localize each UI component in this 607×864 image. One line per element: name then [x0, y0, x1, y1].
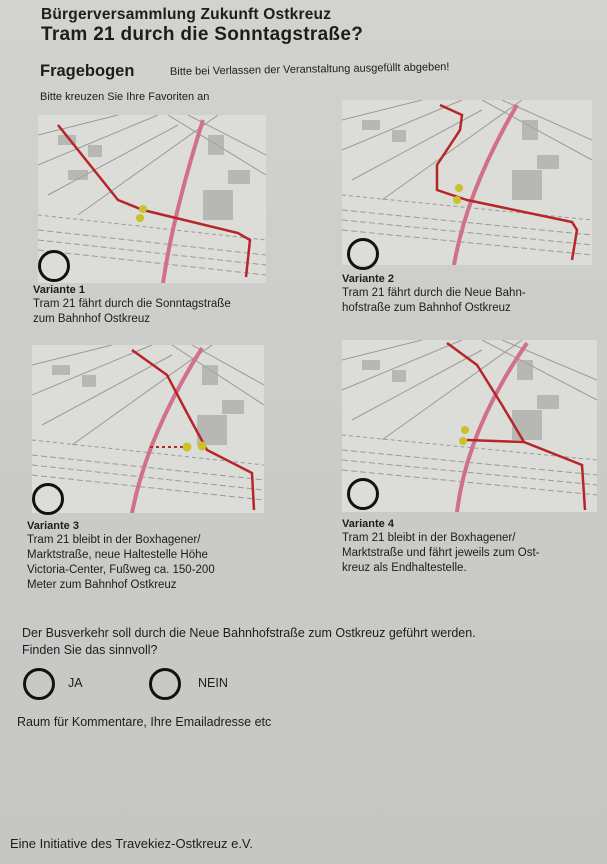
variant-2-label: Variante 2 — [342, 273, 394, 285]
variant-3-line-1: Tram 21 bleibt in der Boxhagener/ — [27, 534, 201, 546]
yes-checkbox[interactable] — [23, 668, 55, 700]
instruction-text: Bitte kreuzen Sie Ihre Favoriten an — [40, 91, 210, 103]
variant-2-line-2: hofstraße zum Bahnhof Ostkreuz — [342, 302, 511, 314]
form-title: Fragebogen — [40, 62, 135, 80]
question-title: Tram 21 durch die Sonntagstraße? — [41, 24, 364, 45]
bus-question-line-2: Finden Sie das sinnvoll? — [22, 643, 158, 657]
comments-area[interactable] — [15, 735, 585, 825]
variant-3-label: Variante 3 — [27, 520, 79, 532]
variant-3-map — [32, 345, 264, 513]
variant-1-checkbox[interactable] — [38, 250, 70, 282]
variant-2-map — [342, 100, 592, 265]
variant-4-checkbox[interactable] — [347, 478, 379, 510]
variant-1-map — [38, 115, 266, 283]
no-label: NEIN — [198, 676, 228, 690]
variant-4-description — [342, 531, 539, 576]
variant-4-line-3: kreuz als Endhaltestelle. — [342, 562, 467, 574]
event-title: Bürgerversammlung Zukunft Ostkreuz — [41, 6, 332, 23]
variant-2-line-1: Tram 21 fährt durch die Neue Bahn- — [342, 287, 526, 299]
comments-label: Raum für Kommentare, Ihre Emailadresse etc — [17, 715, 272, 729]
variant-4-map — [342, 340, 597, 512]
variant-3-line-2: Marktstraße, neue Haltestelle Höhe — [27, 549, 208, 561]
bus-question-line-1: Der Busverkehr soll durch die Neue Bahnhofstraße zum Ostkreuz geführt werden. — [22, 626, 476, 640]
route-map-icon — [342, 100, 592, 265]
variant-3-line-3: Victoria-Center, Fußweg ca. 150-200 — [27, 564, 215, 576]
route-map-icon — [342, 340, 597, 512]
form-note: Bitte bei Verlassen der Veranstaltung ausgefüllt abgeben! — [169, 61, 450, 78]
variant-1-line-1: Tram 21 fährt durch die Sonntagstraße — [33, 298, 231, 310]
yes-label: JA — [68, 676, 83, 690]
variant-4-line-1: Tram 21 bleibt in der Boxhagener/ — [342, 532, 516, 544]
variant-1-label: Variante 1 — [33, 284, 85, 296]
variant-1-description — [33, 297, 231, 327]
variant-2-description — [342, 286, 526, 316]
variant-3-checkbox[interactable] — [32, 483, 64, 515]
bus-question — [22, 625, 476, 659]
route-map-icon — [32, 345, 264, 513]
variant-3-line-4: Meter zum Bahnhof Ostkreuz — [27, 579, 177, 591]
variant-1-line-2: zum Bahnhof Ostkreuz — [33, 313, 150, 325]
route-map-icon — [38, 115, 266, 283]
no-checkbox[interactable] — [149, 668, 181, 700]
footer-text: Eine Initiative des Travekiez-Ostkreuz e.V. — [10, 836, 254, 851]
variant-4-line-2: Marktstraße und fährt jeweils zum Ost- — [342, 547, 540, 559]
variant-4-label: Variante 4 — [342, 518, 394, 530]
variant-3-description — [27, 533, 215, 593]
variant-2-checkbox[interactable] — [347, 238, 379, 270]
